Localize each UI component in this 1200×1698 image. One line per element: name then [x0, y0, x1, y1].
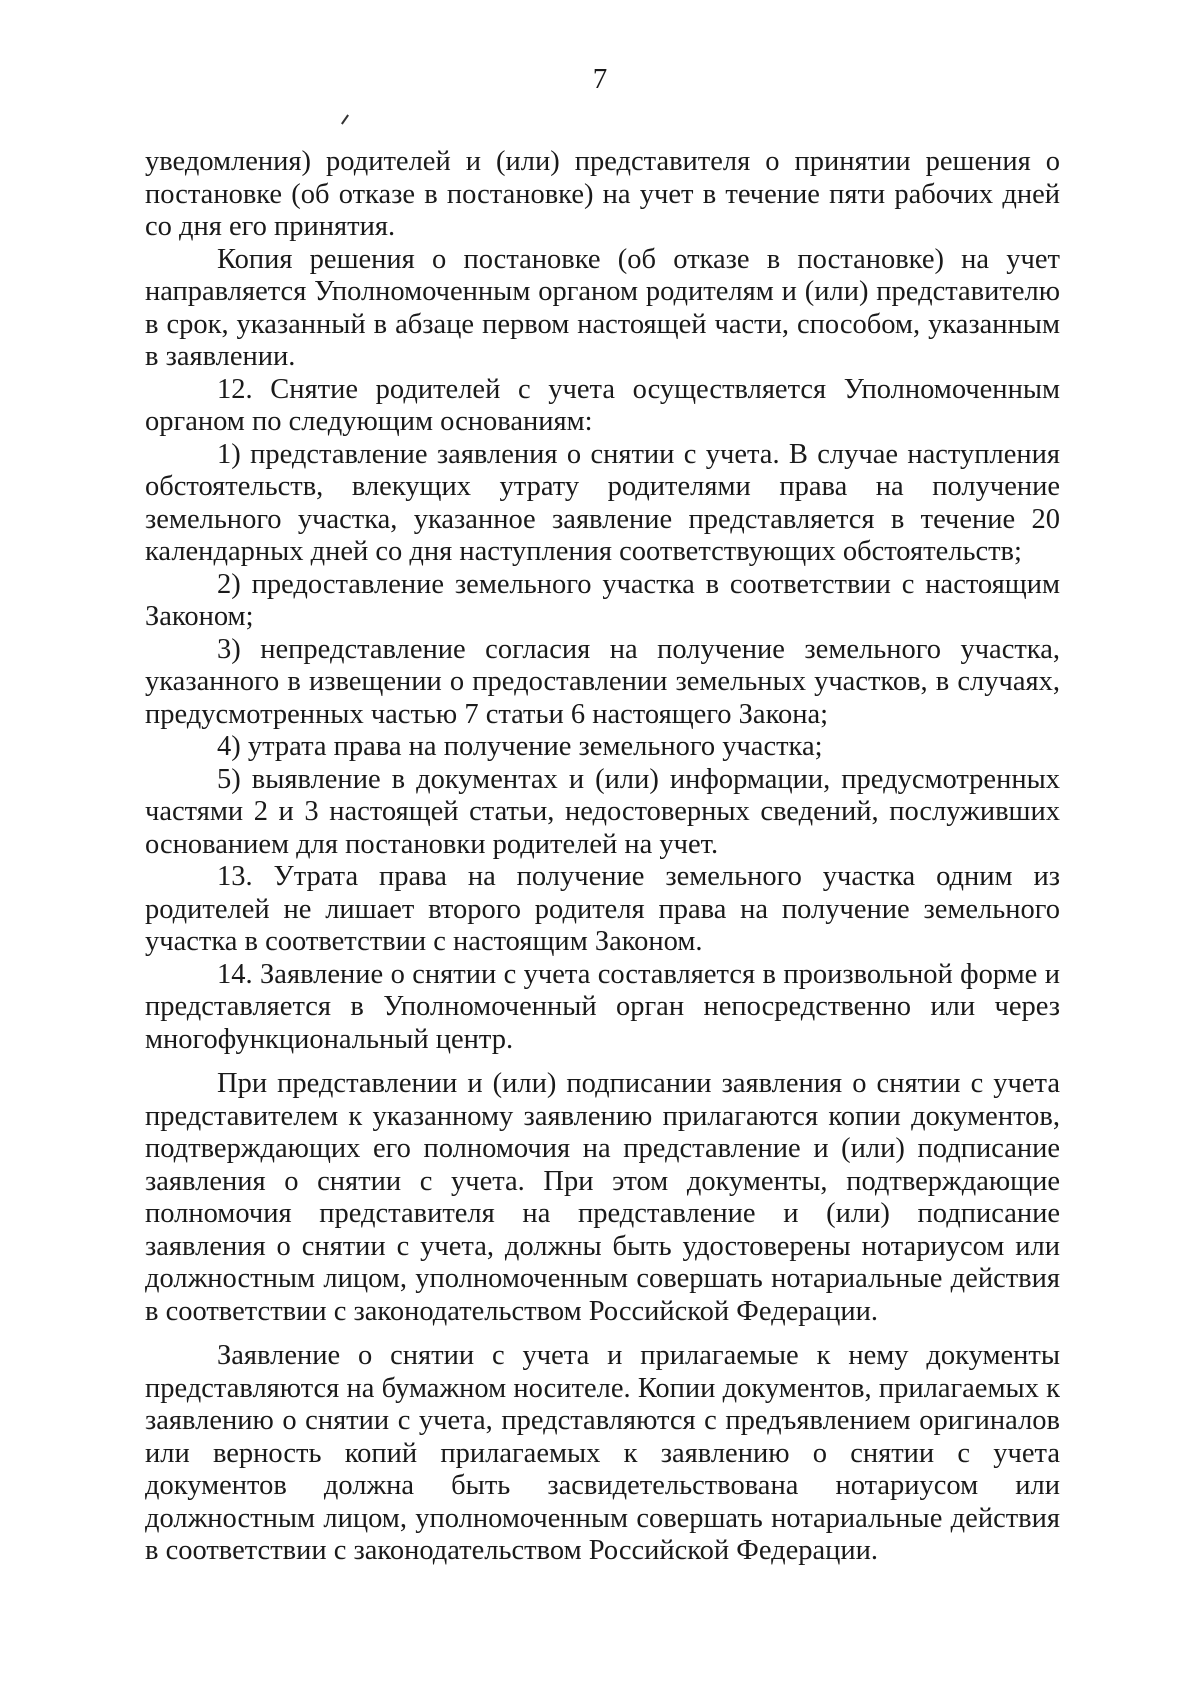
paragraph-copy-of-decision: Копия решения о постановке (об отказе в постановке) на учет направляется Уполномоченным органом родителям и (или) представителю в срок, указанный в абзаце первом настоящей части, способом, указанным в заявлении. [145, 243, 1060, 372]
paragraph-section-14: 14. Заявление о снятии с учета составляется в произвольной форме и представляется в Уполномоченный орган непосредственно или через многофункциональный центр. [145, 958, 1060, 1055]
stray-pen-mark [341, 114, 349, 124]
paragraph-item-3: 3) непредставление согласия на получение земельного участка, указанного в извещении о предоставлении земельных участков, в случаях, предусмотренных частью 7 статьи 6 настоящего Закона; [145, 633, 1060, 730]
document-body [145, 146, 1060, 1568]
paragraph-section-12: 12. Снятие родителей с учета осуществляется Уполномоченным органом по следующим основаниям: [145, 373, 1060, 437]
paragraph-paper-submission: Заявление о снятии с учета и прилагаемые к нему документы представляются на бумажном носителе. Копии документов, прилагаемых к заявлению о снятии с учета, представляются с предъявлением оригиналов или верность копий прилагаемых к заявлению о снятии с учета документов должна быть засвидетельствована нотариусом или должностным лицом, уполномоченным совершать нотариальные действия в соответствии с законодательством Российской Федерации. [145, 1340, 1060, 1566]
paragraph-item-2: 2) предоставление земельного участка в соответствии с настоящим Законом; [145, 568, 1060, 632]
paragraph-continuation: уведомления) родителей и (или) представителя о принятии решения о постановке (об отказе в постановке) на учет в течение пяти рабочих дней со дня его принятия. [145, 146, 1060, 242]
paragraph-item-5: 5) выявление в документах и (или) информации, предусмотренных частями 2 и 3 настоящей статьи, недостоверных сведений, послуживших основанием для постановки родителей на учет. [145, 763, 1060, 860]
page-number: 7 [592, 63, 608, 95]
paragraph-item-4: 4) утрата права на получение земельного участка; [217, 731, 823, 762]
paragraph-item-1: 1) представление заявления о снятии с учета. В случае наступления обстоятельств, влекущих утрату родителями права на получение земельного участка, указанное заявление представляется в течение 20 календарных дней со дня наступления соответствующих обстоятельств; [145, 438, 1060, 567]
paragraph-section-13: 13. Утрата права на получение земельного участка одним из родителей не лишает второго родителя права на получение земельного участка в соответствии с настоящим Законом. [145, 861, 1060, 957]
paragraph-representative-documents: При представлении и (или) подписании заявления о снятии с учета представителем к указанному заявлению прилагаются копии документов, подтверждающих его полномочия на представление и (или) подписание заявления о снятии с учета. При этом документы, подтверждающие полномочия представителя на представление и (или) подписание заявления о снятии с учета, должны быть удостоверены нотариусом или должностным лицом, уполномоченным совершать нотариальные действия в соответствии с законодательством Российской Федерации. [145, 1068, 1060, 1327]
